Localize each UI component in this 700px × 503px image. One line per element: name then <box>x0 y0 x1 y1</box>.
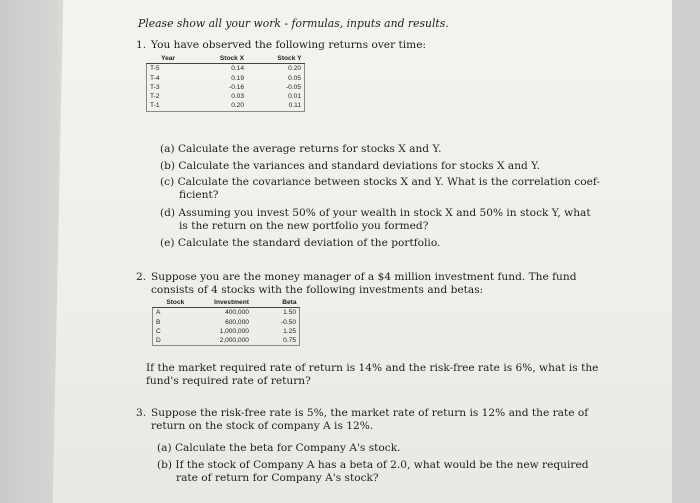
stock-x-cell: 0.20 <box>231 102 245 110</box>
investment-cell: 600,000 <box>225 318 249 326</box>
q3-line2: return on the stock of company A is 12%. <box>151 420 374 432</box>
beta-cell: -0.50 <box>280 318 296 326</box>
stock-cell: D <box>156 337 161 345</box>
table-row <box>147 83 305 92</box>
table-header-row <box>153 298 300 308</box>
table-row <box>153 318 300 327</box>
stock-y-cell: 0.05 <box>288 74 301 82</box>
q2-after-line1: If the market required rate of return is 14% and the risk-free rate is 6%, what is the <box>146 362 599 374</box>
col-beta-header: Beta <box>252 298 300 308</box>
col-stock-y-header: Stock Y <box>247 54 304 64</box>
table-row <box>147 101 305 111</box>
table-row <box>153 327 300 336</box>
col-stock-header: Stock <box>153 298 199 308</box>
q2-number: 2. <box>136 271 147 283</box>
q3-part-b: (b) If the stock of Company A has a beta of 2.0, what would be the new required <box>157 459 589 471</box>
stock-cell: B <box>156 318 161 326</box>
q1-part-b: (b) Calculate the variances and standard deviations for stocks X and Y. <box>160 160 541 172</box>
year-cell: T-4 <box>150 74 160 82</box>
table-row <box>153 336 300 346</box>
q3-line1: Suppose the risk-free rate is 5%, the market rate of return is 12% and the rate of <box>151 407 589 419</box>
q1-part-a: (a) Calculate the average returns for stocks X and Y. <box>160 143 442 155</box>
col-year-header: Year <box>147 54 190 64</box>
stock-cell: A <box>156 309 161 317</box>
year-cell: T-1 <box>150 102 160 110</box>
stock-y-cell: -0.05 <box>285 83 301 91</box>
table-row <box>153 308 300 318</box>
year-cell: T-5 <box>150 65 160 73</box>
beta-cell: 1.25 <box>283 327 296 335</box>
stock-x-cell: -0.16 <box>229 83 245 91</box>
table-row <box>147 92 305 101</box>
col-stock-x-header: Stock X <box>190 54 247 64</box>
stock-x-cell: 0.03 <box>231 93 245 101</box>
stock-y-cell: 0.01 <box>288 93 301 101</box>
col-investment-header: Investment <box>198 298 252 308</box>
q2-line1: Suppose you are the money manager of a $4 million investment fund. The fund <box>151 271 577 283</box>
stock-x-cell: 0.14 <box>231 65 245 73</box>
investments-table <box>152 298 300 346</box>
q1-part-c: (c) Calculate the covariance between stocks X and Y. What is the correlation coef- <box>160 176 601 188</box>
beta-cell: 1.50 <box>283 309 296 317</box>
instructions-header: Please show all your work - formulas, inputs and results. <box>138 17 449 30</box>
q1-part-e: (e) Calculate the standard deviation of the portfolio. <box>160 237 441 249</box>
stock-x-cell: 0.19 <box>231 74 245 82</box>
table-header-row <box>147 54 305 64</box>
beta-cell: 0.75 <box>283 337 296 345</box>
investment-cell: 1,000,000 <box>219 327 249 335</box>
q3-part-a: (a) Calculate the beta for Company A's stock. <box>157 442 401 454</box>
stock-y-cell: 0.11 <box>288 102 301 110</box>
q3-part-b-cont: rate of return for Company A's stock? <box>176 472 379 484</box>
year-cell: T-2 <box>150 93 160 101</box>
table-row <box>147 74 305 83</box>
investment-cell: 2,000,000 <box>219 337 249 345</box>
q1-part-c-cont: ficient? <box>179 189 219 201</box>
q2-after-line2: fund's required rate of return? <box>146 375 311 387</box>
q2-line2: consists of 4 stocks with the following investments and betas: <box>151 284 484 296</box>
investment-cell: 400,000 <box>225 309 249 317</box>
year-cell: T-3 <box>150 83 160 91</box>
q1-intro: You have observed the following returns over time: <box>151 39 427 51</box>
q1-part-d: (d) Assuming you invest 50% of your wealth in stock X and 50% in stock Y, what <box>160 207 591 219</box>
q1-part-d-cont: is the return on the new portfolio you formed? <box>179 220 429 232</box>
returns-table <box>146 54 305 112</box>
q1-number: 1. <box>136 39 147 51</box>
table-row <box>147 64 305 74</box>
stock-y-cell: 0.20 <box>288 65 301 73</box>
stock-cell: C <box>156 327 161 335</box>
q3-number: 3. <box>136 407 147 419</box>
